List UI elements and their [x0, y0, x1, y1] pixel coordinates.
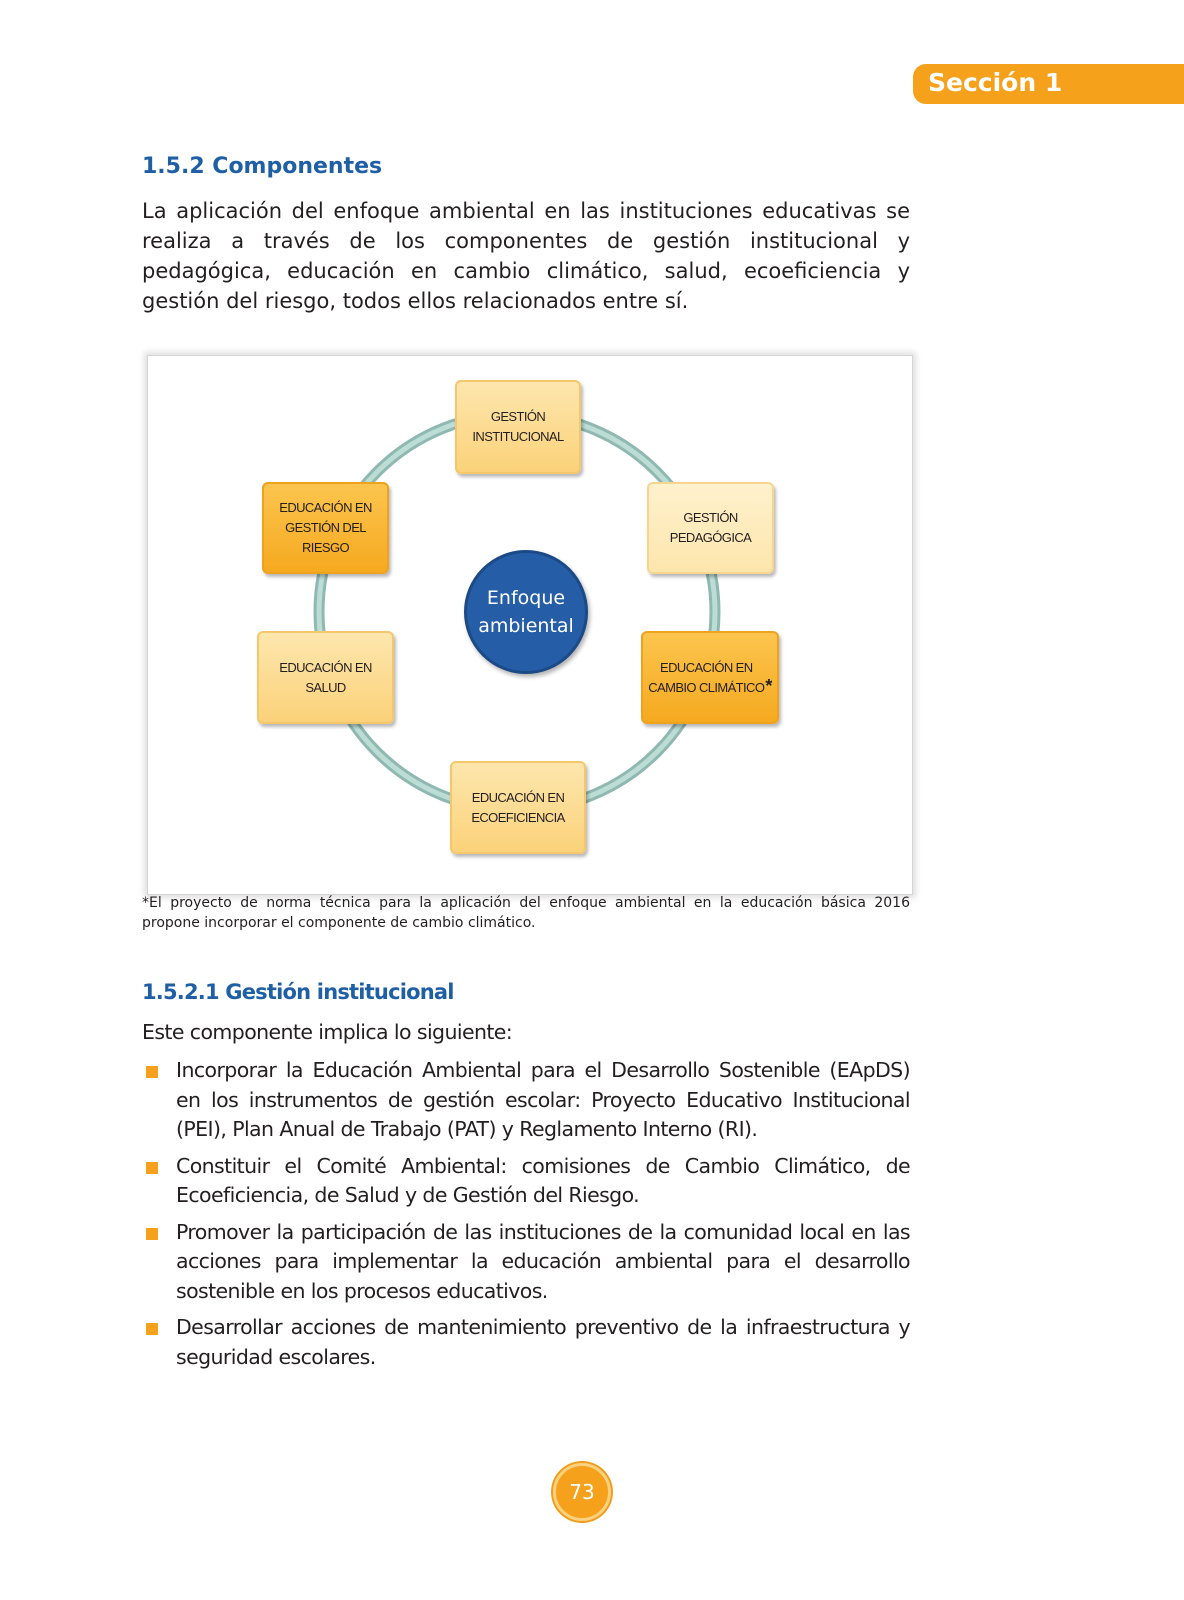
subsection-heading: 1.5.2.1 Gestión institucional [142, 980, 454, 1004]
node-riesgo: EDUCACIÓN EN GESTIÓN DEL RIESGO [262, 482, 389, 574]
subsection-intro: Este componente implica lo siguiente: [142, 1020, 513, 1044]
node-cambio-climatico [641, 631, 779, 724]
node-ecoeficiencia: EDUCACIÓN EN ECOEFICIENCIA [450, 761, 586, 854]
node-gestion-pedagogica: GESTIÓN PEDAGÓGICA [647, 482, 774, 574]
section-heading: 1.5.2 Componentes [142, 154, 383, 179]
list-item [142, 1056, 910, 1145]
list-item-text: Promover la participación de las instituciones de la comunidad local en las acciones para implementar la educación ambiental para el desarrollo sostenible en los procesos educativos. [176, 1219, 910, 1303]
center-node-enfoque-ambiental: Enfoque ambiental [464, 550, 588, 674]
section-paragraph: La aplicación del enfoque ambiental en las instituciones educativas se realiza a través de los componentes de gestión institucional y pedagógica, educación en cambio climático, salud, ecoeficiencia y gestión del riesgo, todos ellos relacionados entre sí. [142, 199, 910, 313]
diagram-footnote: *El proyecto de norma técnica para la aplicación del enfoque ambiental en la educación básica 2016 propone incorporar el componente de cambio climático. [142, 895, 910, 931]
bullet-list [142, 1056, 910, 1379]
square-bullet-icon [146, 1162, 158, 1174]
list-item [142, 1218, 910, 1307]
list-item [142, 1313, 910, 1372]
list-item-text: Desarrollar acciones de mantenimiento preventivo de la infraestructura y seguridad escolares. [176, 1315, 910, 1369]
components-diagram [147, 355, 913, 895]
page-number: 73 [553, 1463, 611, 1521]
list-item-text: Constituir el Comité Ambiental: comisiones de Cambio Climático, de Ecoeficiencia, de Salud y de Gestión del Riesgo. [176, 1153, 910, 1207]
list-item-text: Incorporar la Educación Ambiental para el Desarrollo Sostenible (EApDS) en los instrumentos de gestión escolar: Proyecto Educativo Institucional (PEI), Plan Anual de Trabajo (PAT) y Reglamento Interno (RI). [176, 1058, 910, 1141]
node-salud: EDUCACIÓN EN SALUD [257, 631, 394, 724]
square-bullet-icon [146, 1066, 158, 1078]
section-tab [913, 64, 1184, 104]
asterisk-mark: * [765, 675, 772, 696]
section-label: Sección 1 [928, 68, 1063, 97]
node-cambio-climatico-label: EDUCACIÓN EN CAMBIO CLIMÁTICO [648, 659, 765, 695]
node-gestion-institucional: GESTIÓN INSTITUCIONAL [455, 380, 581, 474]
square-bullet-icon [146, 1323, 158, 1335]
list-item [142, 1152, 910, 1211]
square-bullet-icon [146, 1228, 158, 1240]
